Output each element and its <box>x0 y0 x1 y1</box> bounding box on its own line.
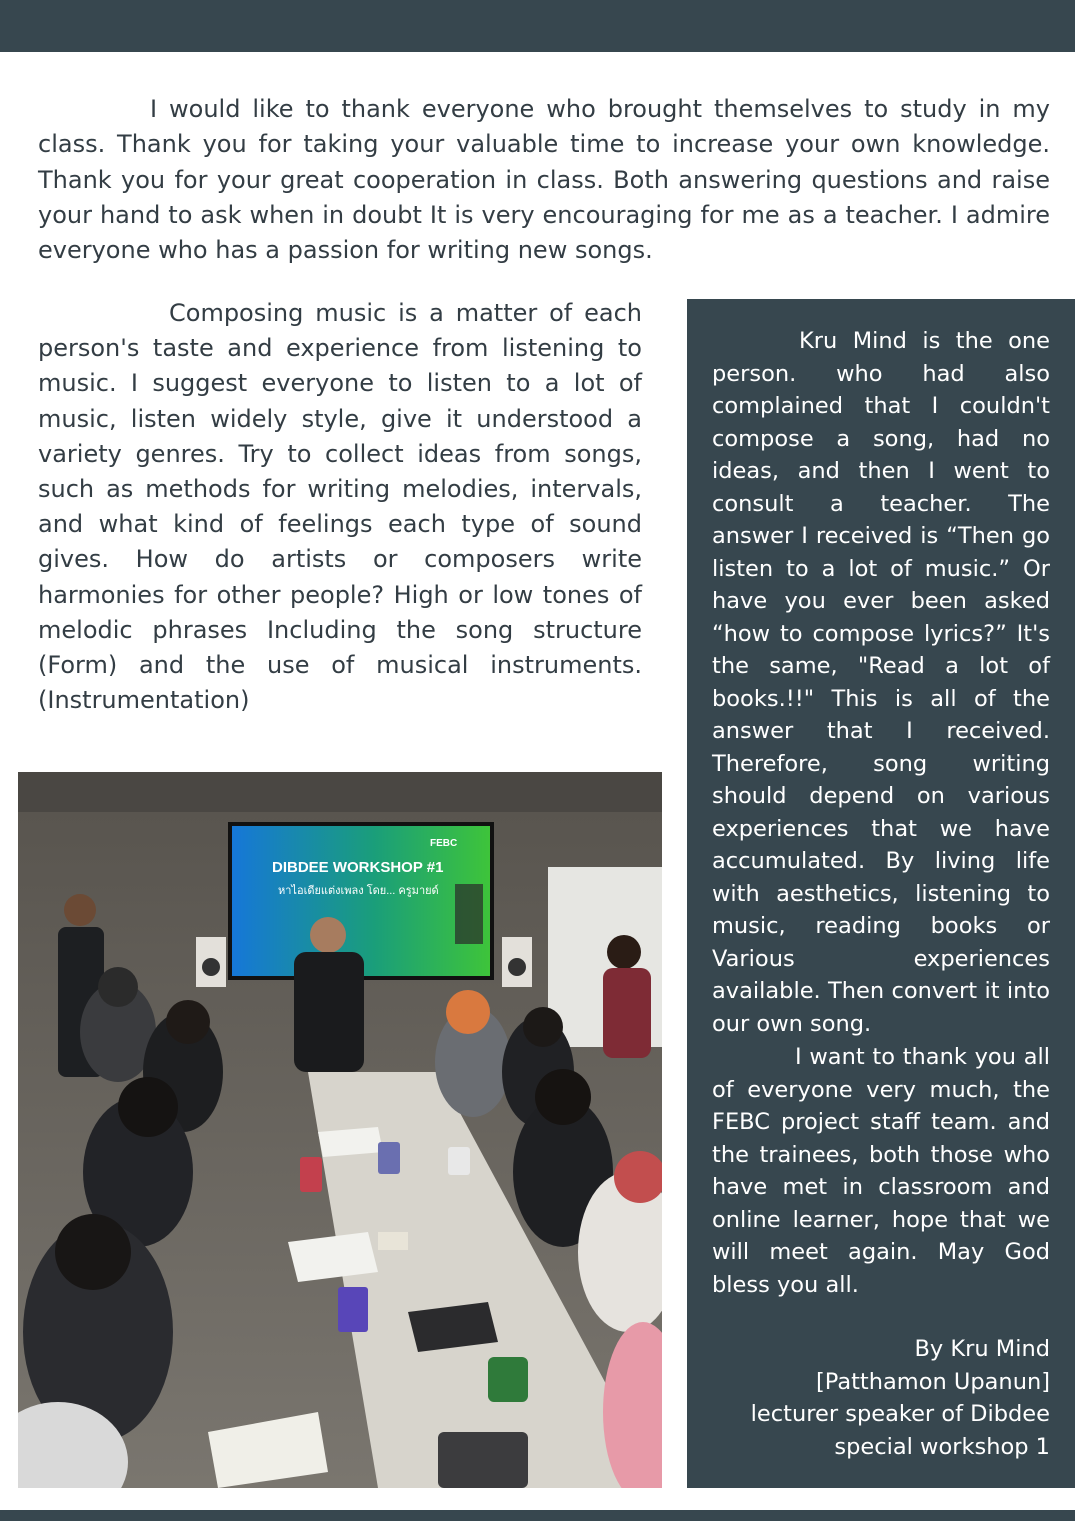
screen-logo: FEBC <box>430 838 458 849</box>
signature-event: special workshop 1 <box>834 1433 1050 1460</box>
signature <box>712 1333 1050 1463</box>
sidebar-paragraph-1: Kru Mind is the one person. who had also complained that I couldn't compose a song, had no ideas, and then I went to consult a teacher. The answer I received is “Then go listen to a lot of music.” Or have you ever been asked “how to compose lyrics?” It's the same, "Read a lot of books.!!" This is all of the answer that I received. Therefore, song writing should depend on various experiences that we have accumulated. By living life with aesthetics, listening to music, reading books or Various experiences available. Then convert it into our own song. <box>712 328 1050 1037</box>
composing-paragraph: Composing music is a matter of each person's taste and experience from listening to music. I suggest everyone to listen to a lot of music, listen widely style, give it understood a variety genres. Try to collect ideas from songs, such as methods for writing melodies, intervals, and what kind of feelings each type of sound gives. How do artists or composers write harmonies for other people? High or low tones of melodic phrases Including the song structure (Form) and the use of musical instruments. (Instrumentation) <box>38 299 642 715</box>
screen-subtitle: หาไอเดียแต่งเพลง โดย... ครูมายด์ <box>278 885 439 897</box>
workshop-photo <box>18 772 662 1488</box>
signature-by: By Kru Mind <box>914 1336 1050 1362</box>
screen-title: DIBDEE WORKSHOP #1 <box>272 859 444 876</box>
quote-sidebar <box>687 299 1075 1488</box>
signature-name: [Patthamon Upanun] <box>815 1368 1050 1395</box>
intro-paragraph: I would like to thank everyone who brought themselves to study in my class. Thank you for taking your valuable time to increase your own knowledge. Thank you for your great cooperation in class. Both answering questions and raise your hand to ask when in doubt It is very encouraging for me as a teacher. I admire everyone who has a passion for writing new songs. <box>38 95 1050 265</box>
footer-bar <box>0 1510 1075 1521</box>
sidebar-paragraph-2: I want to thank you all of everyone very much, the FEBC project staff team. and the trainees, both those who have met in classroom and online learner, hope that we will meet again. May God bless you all. <box>712 1044 1050 1298</box>
header-bar <box>0 0 1075 52</box>
signature-role: lecturer speaker of Dibdee <box>750 1401 1050 1427</box>
